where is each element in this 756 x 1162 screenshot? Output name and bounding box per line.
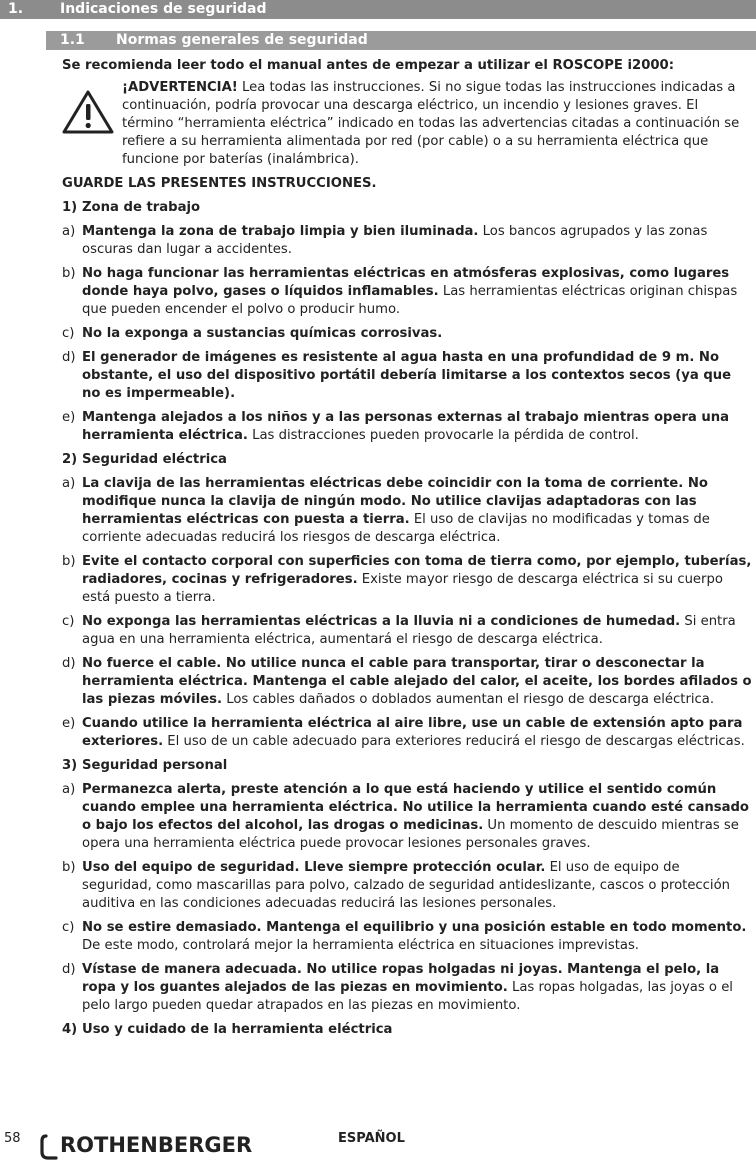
list-item: d) El generador de imágenes es resistente al agua hasta en una profundidad de 9 m. No obstante, el uso del dispositivo portátil debería limitarse a los contextos secos (ya que no es impermeable). [62,350,732,401]
section-tool-use-care: 4) Uso y cuidado de la herramienta eléctrica [62,1022,393,1037]
subsection-number: 1.1 [60,32,85,48]
list-item: c) No exponga las herramientas eléctricas a la lluvia ni a condiciones de humedad. Si entra agua en una herramienta eléctrica, aumentará el riesgo de descarga eléctrica. [62,614,736,647]
list-item: b) Evite el contacto corporal con superficies con toma de tierra como, por ejemplo, tuberías, radiadores, cocinas y refrigeradores. Existe mayor riesgo de descarga eléctrica si su cuerpo está puesto a tierra. [62,554,752,605]
list-item: a) Mantenga la zona de trabajo limpia y bien iluminada. Los bancos agrupados y las zonas oscuras dan lugar a accidentes. [62,224,708,257]
svg-text:ROTHENBERGER: ROTHENBERGER [60,1133,253,1157]
section-personal-safety: 3) Seguridad personal [62,758,228,773]
guard-instructions: GUARDE LAS PRESENTES INSTRUCCIONES. [62,176,377,191]
section-header [0,0,756,19]
list-item: e) Mantenga alejados a los niños y a las personas externas al trabajo mientras opera una herramienta eléctrica. Las distracciones pueden provocarle la pérdida de control. [62,410,730,443]
section-number: 1. [8,1,24,17]
list-item: d) No fuerce el cable. No utilice nunca el cable para transportar, tirar o desconectar la herramienta eléctrica. Mantenga el cable alejado del calor, el aceite, los bordes afilados o las piezas móviles. Los cables dañados o doblados aumentan el riesgo de descarga eléctrica. [62,656,752,707]
list-item: a) Permanezca alerta, preste atención a lo que está haciendo y utilice el sentido común cuando emplee una herramienta eléctrica. No utilice la herramienta cuando esté cansado o bajo los efectos del alcohol, las drogas o medicinas. Un momento de descuido mientras se opera una herramienta eléctrica puede provocar lesiones personales graves. [62,782,749,851]
list-item: c) No se estire demasiado. Mantenga el equilibrio y una posición estable en todo momento. De este modo, controlará mejor la herramienta eléctrica en situaciones imprevistas. [62,920,747,953]
warning-block [62,79,752,169]
language-label: ESPAÑOL [338,1131,405,1146]
intro-text: Se recomienda leer todo el manual antes de empezar a utilizar el ROSCOPE i2000: [62,58,674,73]
warning-triangle-icon [62,89,114,135]
page-number: 58 [4,1131,21,1146]
page-content [62,57,752,1045]
section-title: Indicaciones de seguridad [60,1,267,17]
list-item: d) Vístase de manera adecuada. No utilice ropas holgadas ni joyas. Mantenga el pelo, la ropa y los guantes alejados de las piezas en movimiento. Las ropas holgadas, las joyas o el pelo largo pueden quedar atrapados en las piezas en movimiento. [62,962,733,1013]
section-electrical-safety: 2) Seguridad eléctrica [62,452,227,467]
subsection-header [46,31,756,50]
warning-text: ¡ADVERTENCIA! Lea todas las instrucciones. Si no sigue todas las instrucciones indicadas a continuación, podría provocar una descarga eléctrico, un incendio y lesiones graves. El término “herramienta eléctrica” indicado en todas las advertencias citadas a continuación se refiere a su herramienta alimentada por red (por cable) o a su herramienta eléctrica que funcione por baterías (inalámbrica). [122,80,740,167]
section-work-area: 1) Zona de trabajo [62,200,201,215]
list-item: e) Cuando utilice la herramienta eléctrica al aire libre, use un cable de extensión apto para exteriores. El uso de un cable adecuado para exteriores reducirá el riesgo de descargas eléctricas. [62,716,745,749]
rothenberger-logo [40,1128,260,1160]
page-footer [0,1128,756,1162]
list-item: a) La clavija de las herramientas eléctricas debe coincidir con la toma de corriente. No modifique nunca la clavija de ningún modo. No utilice clavijas adaptadoras con las herramientas eléctricas con puesta a tierra. El uso de clavijas no modificadas y tomas de corriente adecuadas reducirá los riesgos de descarga eléctrica. [62,476,710,545]
list-item: b) Uso del equipo de seguridad. Lleve siempre protección ocular. El uso de equipo de seguridad, como mascarillas para polvo, calzado de seguridad antideslizante, cascos o protección auditiva en las condiciones adecuadas reducirá las lesiones personales. [62,860,731,911]
list-item: b) No haga funcionar las herramientas eléctricas en atmósferas explosivas, como lugares donde haya polvo, gases o líquidos inflamables. Las herramientas eléctricas originan chispas que pueden encender el polvo o producir humo. [62,266,738,317]
subsection-title: Normas generales de seguridad [116,32,368,48]
list-item: c) No la exponga a sustancias químicas corrosivas. [62,326,443,341]
